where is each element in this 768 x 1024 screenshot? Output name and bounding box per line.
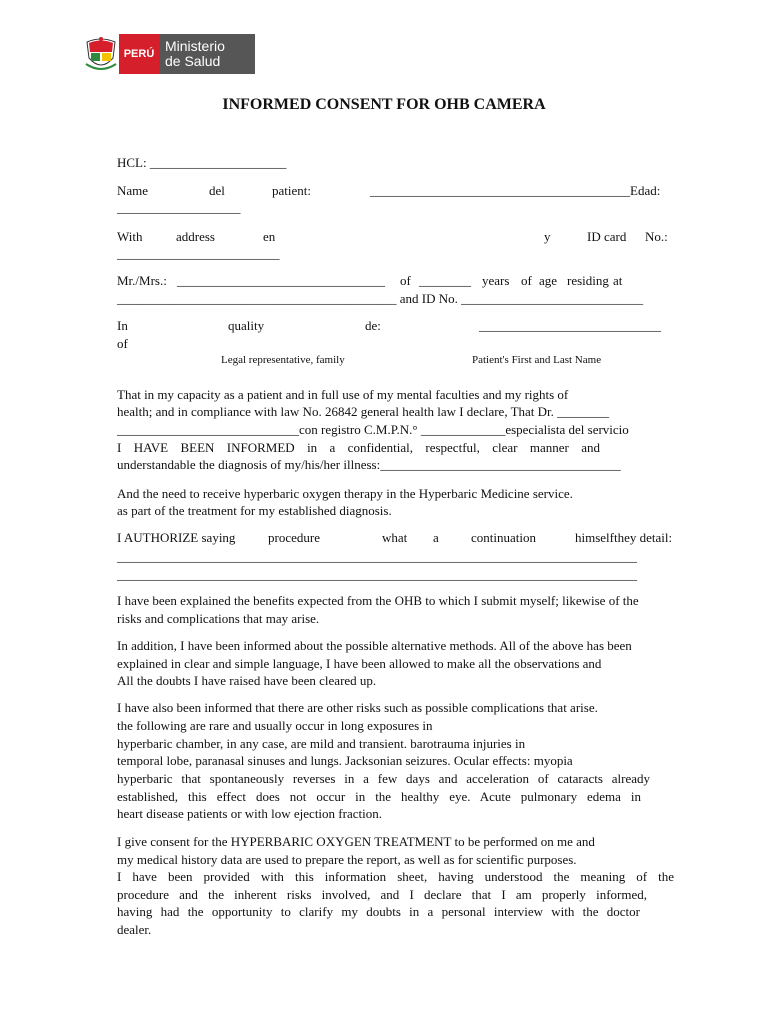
address-label-2: address <box>176 229 215 244</box>
quality-label-2: quality <box>228 318 265 333</box>
authorize-text-2: procedure <box>268 530 320 545</box>
name-label-2: del <box>209 183 225 198</box>
p4-line-1: In addition, I have been informed about the possible alternative methods. All of the above has been <box>117 638 632 653</box>
address-blank: _________________________ <box>117 246 280 261</box>
p3-line-1: I have been explained the benefits expected from the OHB to which I submit myself; likewise of the <box>117 593 639 608</box>
name-label-3: patient: <box>272 183 311 198</box>
quality-label-3: de: <box>365 318 381 333</box>
coat-of-arms-icon <box>83 34 119 74</box>
p6-line-3: I have been provided with this information sheet, having understood the meaning of the <box>117 869 674 884</box>
p6-line-4: procedure and the inherent risks involved, and I declare that I am properly informed, <box>117 887 647 902</box>
p4-line-3: All the doubts I have raised have been cleared up. <box>117 673 377 688</box>
id-number-label: No.: <box>645 229 668 244</box>
p5-line-2: the following are rare and usually occur in long exposures in <box>117 718 433 733</box>
p3-line-2: risks and complications that may arise. <box>117 611 320 626</box>
mr-at: at <box>613 273 623 288</box>
p2-line-1: And the need to receive hyperbaric oxygen therapy in the Hyperbaric Medicine service. <box>117 486 573 501</box>
ministry-line-2: de Salud <box>165 53 221 69</box>
authorize-blank-2: ________________________________________________________________________________ <box>117 567 637 582</box>
residence-id-line: ___________________________________________ and ID No. ____________________________ <box>117 291 644 306</box>
p2-line-2: as part of the treatment for my established diagnosis. <box>117 503 392 518</box>
caption-patient-name: Patient's First and Last Name <box>472 354 602 366</box>
p5-line-3: hyperbaric chamber, in any case, are mild and transient. barotrauma injuries in <box>117 736 526 751</box>
hcl-field: HCL: _____________________ <box>117 155 287 170</box>
name-label-1: Name <box>117 183 149 198</box>
name-blank-age-label: ________________________________________Edad: <box>370 183 661 198</box>
authorize-text-6: himselfthey detail: <box>575 530 673 545</box>
address-label-1: With <box>117 229 143 244</box>
p1-line-1: That in my capacity as a patient and in full use of my mental faculties and my rights of <box>117 387 569 402</box>
address-label-3: en <box>263 229 276 244</box>
document-title: INFORMED CONSENT FOR OHB CAMERA <box>222 96 546 113</box>
mr-residing: residing <box>567 273 609 288</box>
authorize-text-3: what <box>382 530 408 545</box>
quality-blank: ____________________________ <box>479 318 661 333</box>
id-card-label: ID card <box>587 229 627 244</box>
p1-line-5: understandable the diagnosis of my/his/her illness:_____________________________________ <box>117 457 621 472</box>
p5-line-5: hyperbaric that spontaneously reverses in a few days and acceleration of cataracts already <box>117 771 650 786</box>
authorize-text-1: I AUTHORIZE saying <box>117 530 236 545</box>
mr-of: of <box>400 273 411 288</box>
mr-age: age <box>539 273 558 288</box>
ministry-line-1: Ministerio <box>165 38 225 54</box>
mr-age-blank: ________ <box>419 273 471 288</box>
age-blank: ___________________ <box>117 200 241 215</box>
p6-line-5: having had the opportunity to clarify my doubts in a personal interview with the doctor <box>117 904 640 919</box>
quality-label-1: In <box>117 318 128 333</box>
p5-line-1: I have also been informed that there are other risks such as possible complications that arise. <box>117 700 598 715</box>
peru-label: PERÚ <box>119 34 159 74</box>
authorize-text-5: continuation <box>471 530 536 545</box>
mr-years: years <box>482 273 510 288</box>
ministry-logo <box>83 34 259 74</box>
p5-line-4: temporal lobe, paranasal sinuses and lungs. Jacksonian seizures. Ocular effects: myopia <box>117 753 573 768</box>
p4-line-2: explained in clear and simple language, I have been allowed to make all the observations and <box>117 656 602 671</box>
p1-line-4: I HAVE BEEN INFORMED in a confidential, respectful, clear manner and <box>117 440 600 455</box>
p6-line-6: dealer. <box>117 922 152 937</box>
quality-of: of <box>117 336 128 351</box>
mr-label: Mr./Mrs.: <box>117 273 167 288</box>
p5-line-6: established, this effect does not occur in the healthy eye. Acute pulmonary edema in <box>117 789 641 804</box>
address-label-4: y <box>544 229 551 244</box>
ministry-name <box>159 34 255 74</box>
caption-legal-representative: Legal representative, family <box>221 354 345 366</box>
authorize-blank-1: ________________________________________________________________________________ <box>117 549 637 564</box>
mr-of-2: of <box>521 273 532 288</box>
mr-name-blank: ________________________________ <box>177 273 385 288</box>
authorize-text-4: a <box>433 530 439 545</box>
p1-line-2: health; and in compliance with law No. 26842 general health law I declare, That Dr. ________ <box>117 404 610 419</box>
p6-line-2: my medical history data are used to prepare the report, as well as for scientific purposes. <box>117 852 577 867</box>
p1-line-3: ____________________________con registro C.M.P.N.° _____________especialista del servicio <box>117 422 629 437</box>
p5-line-7: heart disease patients or with low ejection fraction. <box>117 806 382 821</box>
p6-line-1: I give consent for the HYPERBARIC OXYGEN TREATMENT to be performed on me and <box>117 834 595 849</box>
